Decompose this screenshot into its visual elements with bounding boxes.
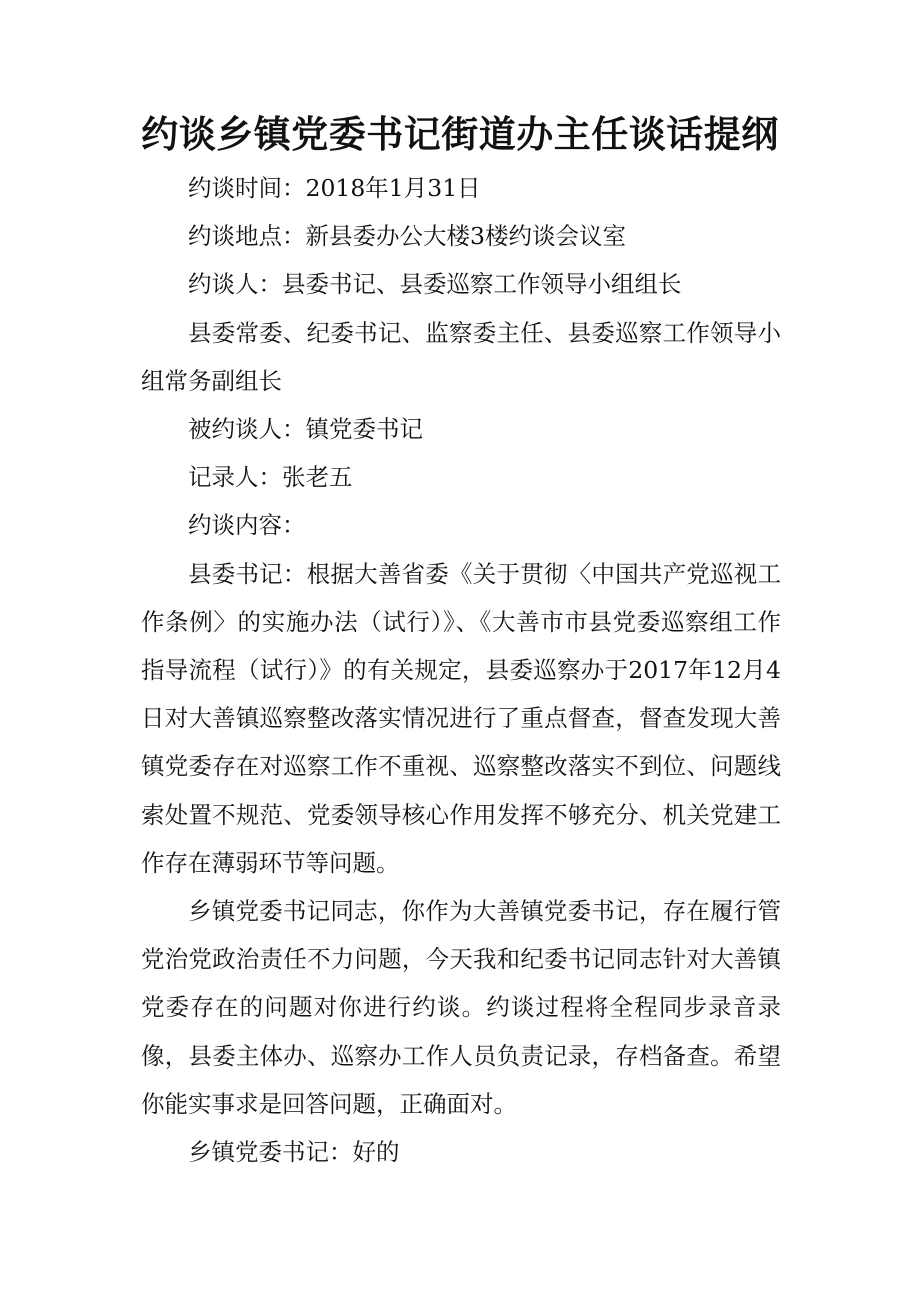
interview-time: 约谈时间：2018年1月31日 (188, 174, 481, 202)
interviewee: 被约谈人：镇党委书记 (188, 415, 423, 444)
interviewer: 约谈人：县委书记、县委巡察工作领导小组组长 (188, 270, 682, 299)
paragraph-secretary-opening: 县委书记：根据大善省委《关于贯彻〈中国共产党巡视工作条例〉的实施办法（试行）》、《大善市市县党委巡察组工作指导流程（试行）》的有关规定，县委巡察办于2017年12月4日对大善镇巡察整改落实情况进行了重点督查，督查发现大善镇党委存在对巡察工作不重视、巡察整改落实不到位、问题线索处置不规范、党委领导核心作用发挥不够充分、机关党建工作存在薄弱环节等问题。 (141, 559, 781, 877)
interview-content-label: 约谈内容： (188, 511, 306, 540)
interview-location: 约谈地点：新县委办公大楼3楼约谈会议室 (188, 222, 626, 251)
document-body (141, 164, 781, 1176)
paragraph-interview-notice: 乡镇党委书记同志，你作为大善镇党委书记，存在履行管党治党政治责任不力问题，今天我和纪委书记同志针对大善镇党委存在的问题对你进行约谈。约谈过程将全程同步录音录像，县委主体办、巡察办工作人员负责记录，存档备查。希望你能实事求是回答问题，正确面对。 (141, 897, 781, 1118)
paragraph-reply: 乡镇党委书记：好的 (188, 1138, 400, 1167)
document-title: 约谈乡镇党委书记街道办主任谈话提纲 (141, 113, 779, 156)
recorder: 记录人：张老五 (188, 463, 353, 492)
interviewer-second: 县委常委、纪委书记、监察委主任、县委巡察工作领导小组常务副组长 (141, 318, 781, 395)
